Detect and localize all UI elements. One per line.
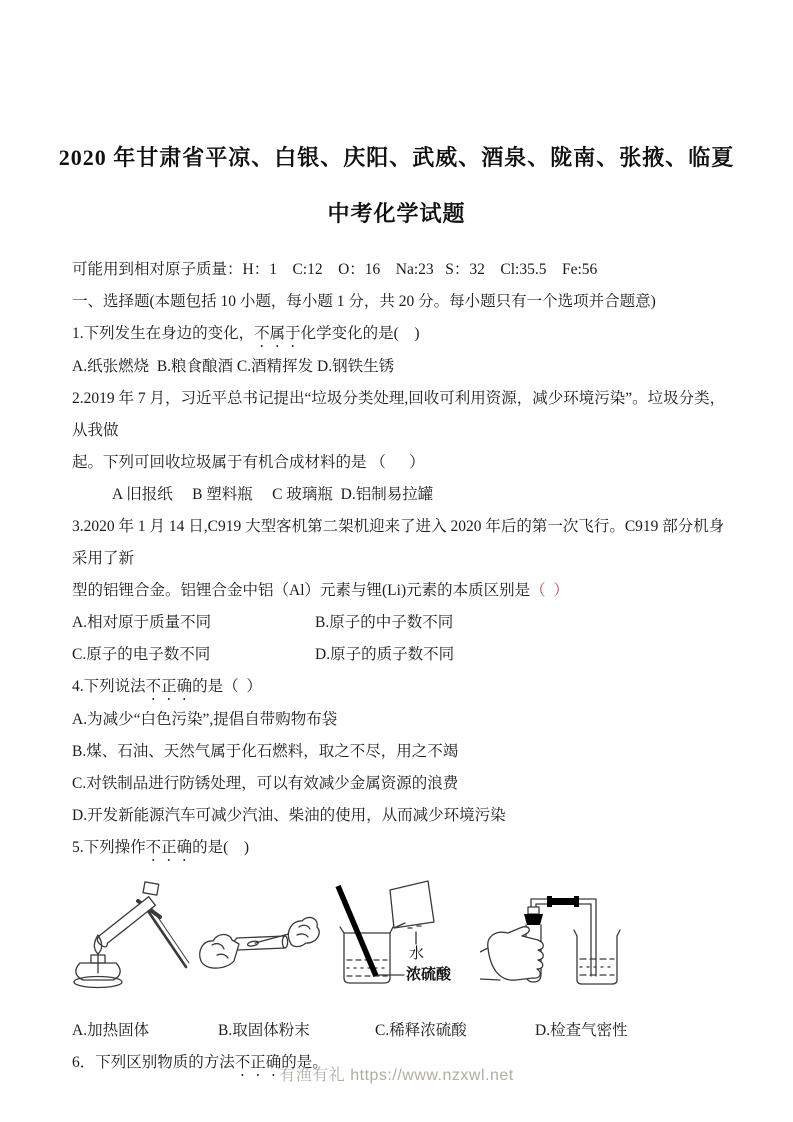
q3-option-d: D.原子的质子数不同 [315,646,455,663]
section-1-header: 一、选择题(本题包括 10 小题，每小题 1 分，共 20 分。每小题只有一个选项并合题意) [72,293,656,310]
watermark-text: 有渔有礼 https://www.nzxwl.net [279,1067,514,1084]
heating-solid-diagram [60,881,200,1011]
question-4-stem: 4.下列说法不正确的是（ ） [72,678,262,695]
question-3-options-ab [72,607,729,639]
question-2-line1: 2.2019 年 7 月，习近平总书记提出“垃圾分类处理,回收可利用资源，减少环境污染”。垃圾分类，从我做 [72,390,726,439]
question-2-options: A 旧报纸 B 塑料瓶 C 玻璃瓶 D.铝制易拉罐 [112,486,434,503]
caption-b: B.取固体粉末 [218,1022,310,1039]
diluting-acid-diagram [320,876,480,1021]
question-1-stem: 1.下列发生在身边的变化，不属于化学变化的是( ) [72,325,420,342]
q3-option-a: A.相对原于质量不同 [72,614,212,631]
q4-emphasized-text: 不正确 [145,678,193,695]
question-3-line1: 3.2020 年 1 月 14 日,C919 大型客机第二架机迎来了进入 2020 年后的第一次飞行。C919 部分机身采用了新 [72,518,725,567]
caption-a: A.加热固体 [72,1022,150,1039]
question-5-captions [72,1015,729,1047]
q1-emphasized-text: 不属于 [254,325,301,342]
concentrated-acid-label: 浓硫酸 [406,967,452,983]
taking-powder-diagram [195,911,325,991]
caption-c: C.稀释浓硫酸 [375,1022,467,1039]
figure-a-heating-solid [60,881,200,1011]
q3-red-parentheses: （ ） [530,582,569,599]
q4-option-a: A.为减少“白色污染”,提倡自带购物布袋 [72,711,338,728]
figure-b-taking-powder [195,911,325,991]
question-5-stem: 5.下列操作不正确的是( ) [72,839,249,856]
question-1-options: A.纸张燃烧 B.粮食酿酒 C.酒精挥发 D.钢铁生锈 [72,358,395,375]
document-body [0,254,793,1080]
document-title [0,130,793,242]
question-5-figures [72,865,729,1015]
question-6-stem: 6．下列区别物质的方法不正确的是。 [72,1054,328,1071]
question-3-options-cd [72,639,729,671]
figure-c-diluting-acid [320,876,480,1021]
q3-option-b: B.原子的中子数不同 [315,614,454,631]
caption-d: D.检查气密性 [535,1022,628,1039]
q5-emphasized-text: 不正确 [145,839,193,856]
atomic-mass-note: 可能用到相对原子质量：H：1 C:12 O：16 Na:23 S：32 Cl:35.5 Fe:56 [72,261,598,278]
q6-emphasized-text: 不正确 [234,1054,282,1071]
gas-tightness-diagram [480,886,660,1026]
question-2-line2: 起。下列可回收垃圾属于有机合成材料的是 （ ） [72,454,425,471]
document-title-line2: 中考化学试题 [327,201,466,226]
water-label: 水 [409,946,425,962]
question-3-line2: 型的铝锂合金。铝锂合金中铝（Al）元素与锂(Li)元素的本质区别是（ ） [72,582,569,599]
q3-option-c: C.原子的电子数不同 [72,646,211,663]
q4-option-d: D.开发新能源汽车可减少汽油、柴油的使用，从而减少环境污染 [72,807,506,824]
document-title-line1: 2020 年甘肃省平凉、白银、庆阳、武威、酒泉、陇南、张掖、临夏 [58,145,735,170]
q4-option-c: C.对铁制品进行防锈处理，可以有效减少金属资源的浪费 [72,775,459,792]
figure-d-gas-tightness [480,886,660,1026]
q4-option-b: B.煤、石油、天然气属于化石燃料，取之不尽，用之不竭 [72,743,459,760]
